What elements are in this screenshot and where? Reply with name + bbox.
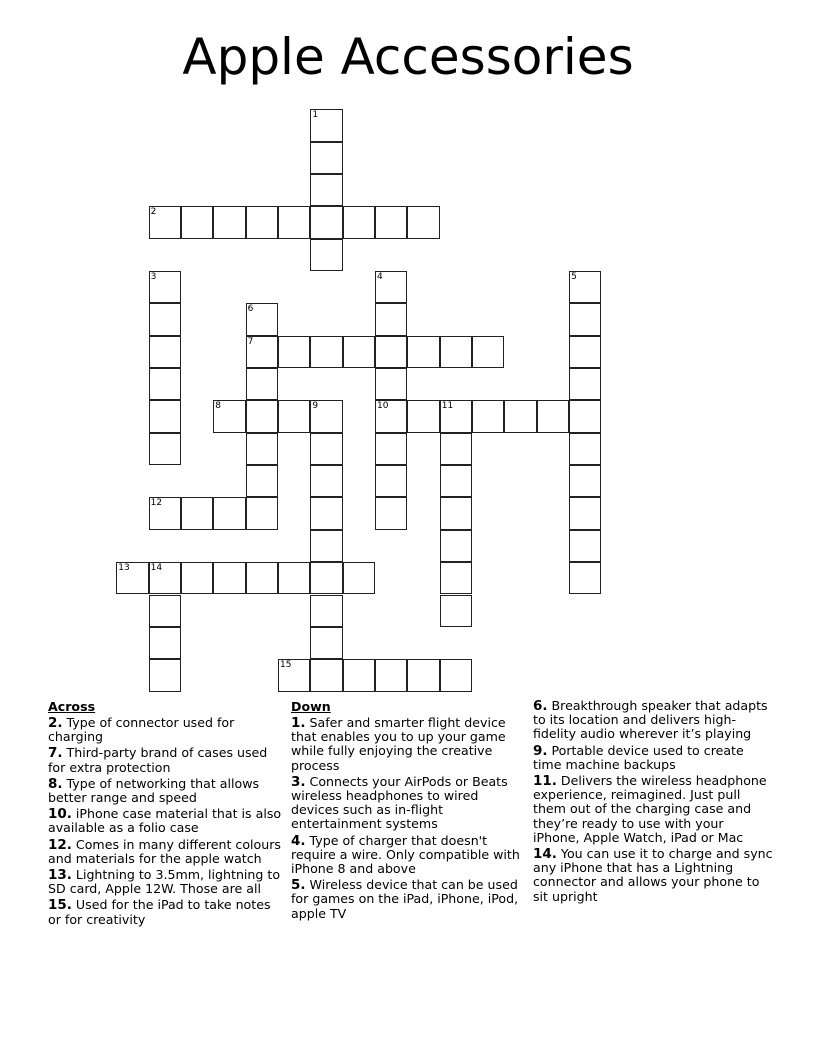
crossword-cell[interactable] [213, 497, 245, 529]
crossword-cell[interactable] [246, 206, 278, 238]
clue-text: Portable device used to create time machine backups [533, 742, 744, 772]
crossword-cell[interactable] [310, 659, 342, 691]
crossword-cell[interactable] [246, 400, 278, 432]
down-clues-continued [533, 699, 773, 906]
crossword-cell[interactable] [440, 659, 472, 691]
crossword-cell[interactable] [375, 206, 407, 238]
page-title: Apple Accessories [182, 28, 634, 86]
clue-number: 12 [150, 498, 163, 509]
crossword-cell[interactable] [310, 433, 342, 465]
clue-number-label: 7. [48, 745, 63, 762]
crossword-cell[interactable] [407, 206, 439, 238]
clue-number-label: 9. [533, 742, 548, 759]
crossword-cell[interactable] [246, 368, 278, 400]
crossword-cell[interactable] [343, 206, 375, 238]
crossword-cell[interactable] [440, 336, 472, 368]
crossword-cell[interactable] [569, 336, 601, 368]
crossword-cell[interactable] [440, 562, 472, 594]
crossword-cell[interactable] [310, 336, 342, 368]
clue-item [291, 716, 529, 773]
crossword-cell[interactable] [116, 562, 148, 594]
crossword-cell[interactable] [569, 433, 601, 465]
crossword-cell[interactable] [472, 400, 504, 432]
crossword-cell[interactable] [246, 303, 278, 335]
crossword-cell[interactable] [213, 400, 245, 432]
crossword-cell[interactable] [149, 271, 181, 303]
clue-number: 11 [441, 401, 454, 412]
clue-number-label: 11. [533, 773, 557, 790]
crossword-cell[interactable] [440, 465, 472, 497]
clue-text: You can use it to charge and sync any iPhone that has a Lightning connector and allows your phone to sit upright [533, 846, 773, 904]
clue-item [291, 834, 529, 877]
down-heading: Down [291, 699, 331, 714]
crossword-cell[interactable] [440, 530, 472, 562]
clue-number-label: 12. [48, 836, 72, 853]
clue-text: Comes in many different colours and materials for the apple watch [48, 836, 281, 866]
crossword-cell[interactable] [440, 595, 472, 627]
crossword-cell[interactable] [181, 206, 213, 238]
clue-text: Safer and smarter flight device that enables you to up your game while fully enjoying the creative process [291, 715, 506, 773]
down-clues [291, 699, 529, 923]
clue-text: Delivers the wireless headphone experience, reimagined. Just pull them out of the charging case and they’re ready to use with your iPhone, Apple Watch, iPad or Mac [533, 773, 767, 845]
crossword-cell[interactable] [149, 303, 181, 335]
crossword-cell[interactable] [440, 400, 472, 432]
crossword-cell[interactable] [310, 206, 342, 238]
clue-item [533, 847, 773, 904]
clue-item [48, 868, 286, 896]
crossword-cell[interactable] [375, 659, 407, 691]
clue-text: Used for the iPad to take notes or for creativity [48, 897, 271, 927]
crossword-cell[interactable] [149, 336, 181, 368]
crossword-cell[interactable] [149, 659, 181, 691]
crossword-cell[interactable] [149, 433, 181, 465]
crossword-cell[interactable] [440, 497, 472, 529]
clue-item [533, 744, 773, 772]
crossword-cell[interactable] [310, 562, 342, 594]
crossword-cell[interactable] [246, 562, 278, 594]
clue-text: Lightning to 3.5mm, lightning to SD card, Apple 12W. Those are all [48, 867, 281, 897]
crossword-cell[interactable] [569, 400, 601, 432]
clue-number: 2 [150, 207, 157, 218]
crossword-cell[interactable] [472, 336, 504, 368]
clue-number-label: 13. [48, 867, 72, 884]
crossword-cell[interactable] [375, 303, 407, 335]
clue-text: Connects your AirPods or Beats wireless headphones to wired devices such as in-flight entertainment systems [291, 773, 508, 832]
clue-number-label: 1. [291, 715, 306, 731]
crossword-cell[interactable] [375, 400, 407, 432]
crossword-cell[interactable] [278, 206, 310, 238]
clue-item [48, 777, 286, 805]
clue-number: 1 [312, 110, 319, 121]
crossword-cell[interactable] [440, 433, 472, 465]
crossword-cell[interactable] [310, 465, 342, 497]
crossword-cell[interactable] [504, 400, 536, 432]
clue-number: 6 [247, 304, 254, 315]
clue-number: 4 [377, 272, 383, 282]
crossword-cell[interactable] [375, 368, 407, 400]
clue-item [533, 699, 773, 742]
clue-text: Breakthrough speaker that adapts to its location and delivers high-fidelity audio wherever it’s playing [533, 698, 768, 742]
crossword-cell[interactable] [343, 659, 375, 691]
crossword-cell[interactable] [537, 400, 569, 432]
clue-number-label: 14. [533, 846, 557, 863]
clue-number-label: 5. [291, 877, 306, 894]
crossword-cell[interactable] [569, 465, 601, 497]
crossword-cell[interactable] [407, 336, 439, 368]
clue-item [291, 775, 529, 832]
clue-number: 13 [118, 563, 130, 574]
crossword-cell[interactable] [569, 530, 601, 562]
clue-number: 9 [312, 401, 319, 412]
crossword-cell[interactable] [246, 336, 278, 368]
crossword-cell[interactable] [310, 497, 342, 529]
crossword-cell[interactable] [310, 595, 342, 627]
crossword-cell[interactable] [343, 336, 375, 368]
crossword-cell[interactable] [149, 206, 181, 238]
crossword-cell[interactable] [375, 433, 407, 465]
clue-number-label: 3. [291, 773, 306, 790]
crossword-cell[interactable] [213, 562, 245, 594]
crossword-cell[interactable] [310, 239, 342, 271]
clue-text: iPhone case material that is also available as a folio case [48, 806, 282, 836]
crossword-cell[interactable] [149, 400, 181, 432]
clue-text: Type of networking that allows better range and speed [48, 775, 260, 806]
crossword-cell[interactable] [310, 400, 342, 432]
clue-text: Type of charger that doesn't require a wire. Only compatible with iPhone 8 and above [291, 832, 520, 877]
crossword-cell[interactable] [149, 368, 181, 400]
clue-text: Wireless device that can be used for games on the iPad, iPhone, iPod, apple TV [291, 877, 519, 921]
crossword-cell[interactable] [375, 465, 407, 497]
crossword-cell[interactable] [278, 659, 310, 691]
crossword-cell[interactable] [278, 400, 310, 432]
clue-number-label: 8. [48, 775, 63, 792]
crossword-cell[interactable] [149, 497, 181, 529]
crossword-cell[interactable] [246, 433, 278, 465]
crossword-cell[interactable] [569, 303, 601, 335]
crossword-cell[interactable] [569, 271, 601, 303]
crossword-cell[interactable] [213, 206, 245, 238]
crossword-cell[interactable] [149, 562, 181, 594]
clue-item [291, 878, 529, 921]
clue-number: 14 [150, 563, 163, 574]
crossword-cell[interactable] [246, 497, 278, 529]
crossword-cell[interactable] [181, 562, 213, 594]
crossword-cell[interactable] [149, 595, 181, 627]
clue-item [48, 838, 286, 866]
clue-number-label: 4. [291, 832, 306, 849]
crossword-cell[interactable] [569, 368, 601, 400]
clue-number-label: 10. [48, 806, 72, 823]
crossword-cell[interactable] [149, 627, 181, 659]
clue-item [48, 898, 286, 926]
clue-number: 7 [247, 336, 254, 347]
clue-number: 5 [571, 272, 577, 282]
clue-item [48, 746, 286, 774]
clue-number-label: 2. [48, 715, 63, 731]
crossword-cell[interactable] [310, 530, 342, 562]
across-clues [48, 699, 286, 929]
across-heading: Across [48, 699, 96, 714]
crossword-cell[interactable] [375, 336, 407, 368]
crossword-cell[interactable] [375, 497, 407, 529]
clue-number-label: 15. [48, 897, 72, 914]
crossword-cell[interactable] [278, 336, 310, 368]
crossword-cell[interactable] [181, 497, 213, 529]
clue-number: 15 [280, 660, 292, 671]
crossword-cell[interactable] [278, 562, 310, 594]
crossword-cell[interactable] [310, 142, 342, 174]
crossword-cell[interactable] [343, 562, 375, 594]
crossword-cell[interactable] [246, 465, 278, 497]
crossword-cell[interactable] [569, 497, 601, 529]
crossword-cell[interactable] [569, 562, 601, 594]
crossword-cell[interactable] [310, 627, 342, 659]
crossword-cell[interactable] [407, 400, 439, 432]
clue-text: Third-party brand of cases used for extra protection [48, 745, 268, 775]
clue-number-label: 6. [533, 698, 548, 714]
clue-number: 3 [150, 272, 157, 282]
crossword-cell[interactable] [310, 174, 342, 206]
clue-item [48, 716, 286, 744]
crossword-cell[interactable] [310, 109, 342, 141]
crossword-cell[interactable] [407, 659, 439, 691]
clue-number: 10 [377, 401, 389, 412]
clue-item [533, 774, 773, 845]
crossword-cell[interactable] [375, 271, 407, 303]
clue-text: Type of connector used for charging [48, 715, 235, 745]
clue-item [48, 807, 286, 835]
clue-number: 8 [215, 401, 222, 412]
